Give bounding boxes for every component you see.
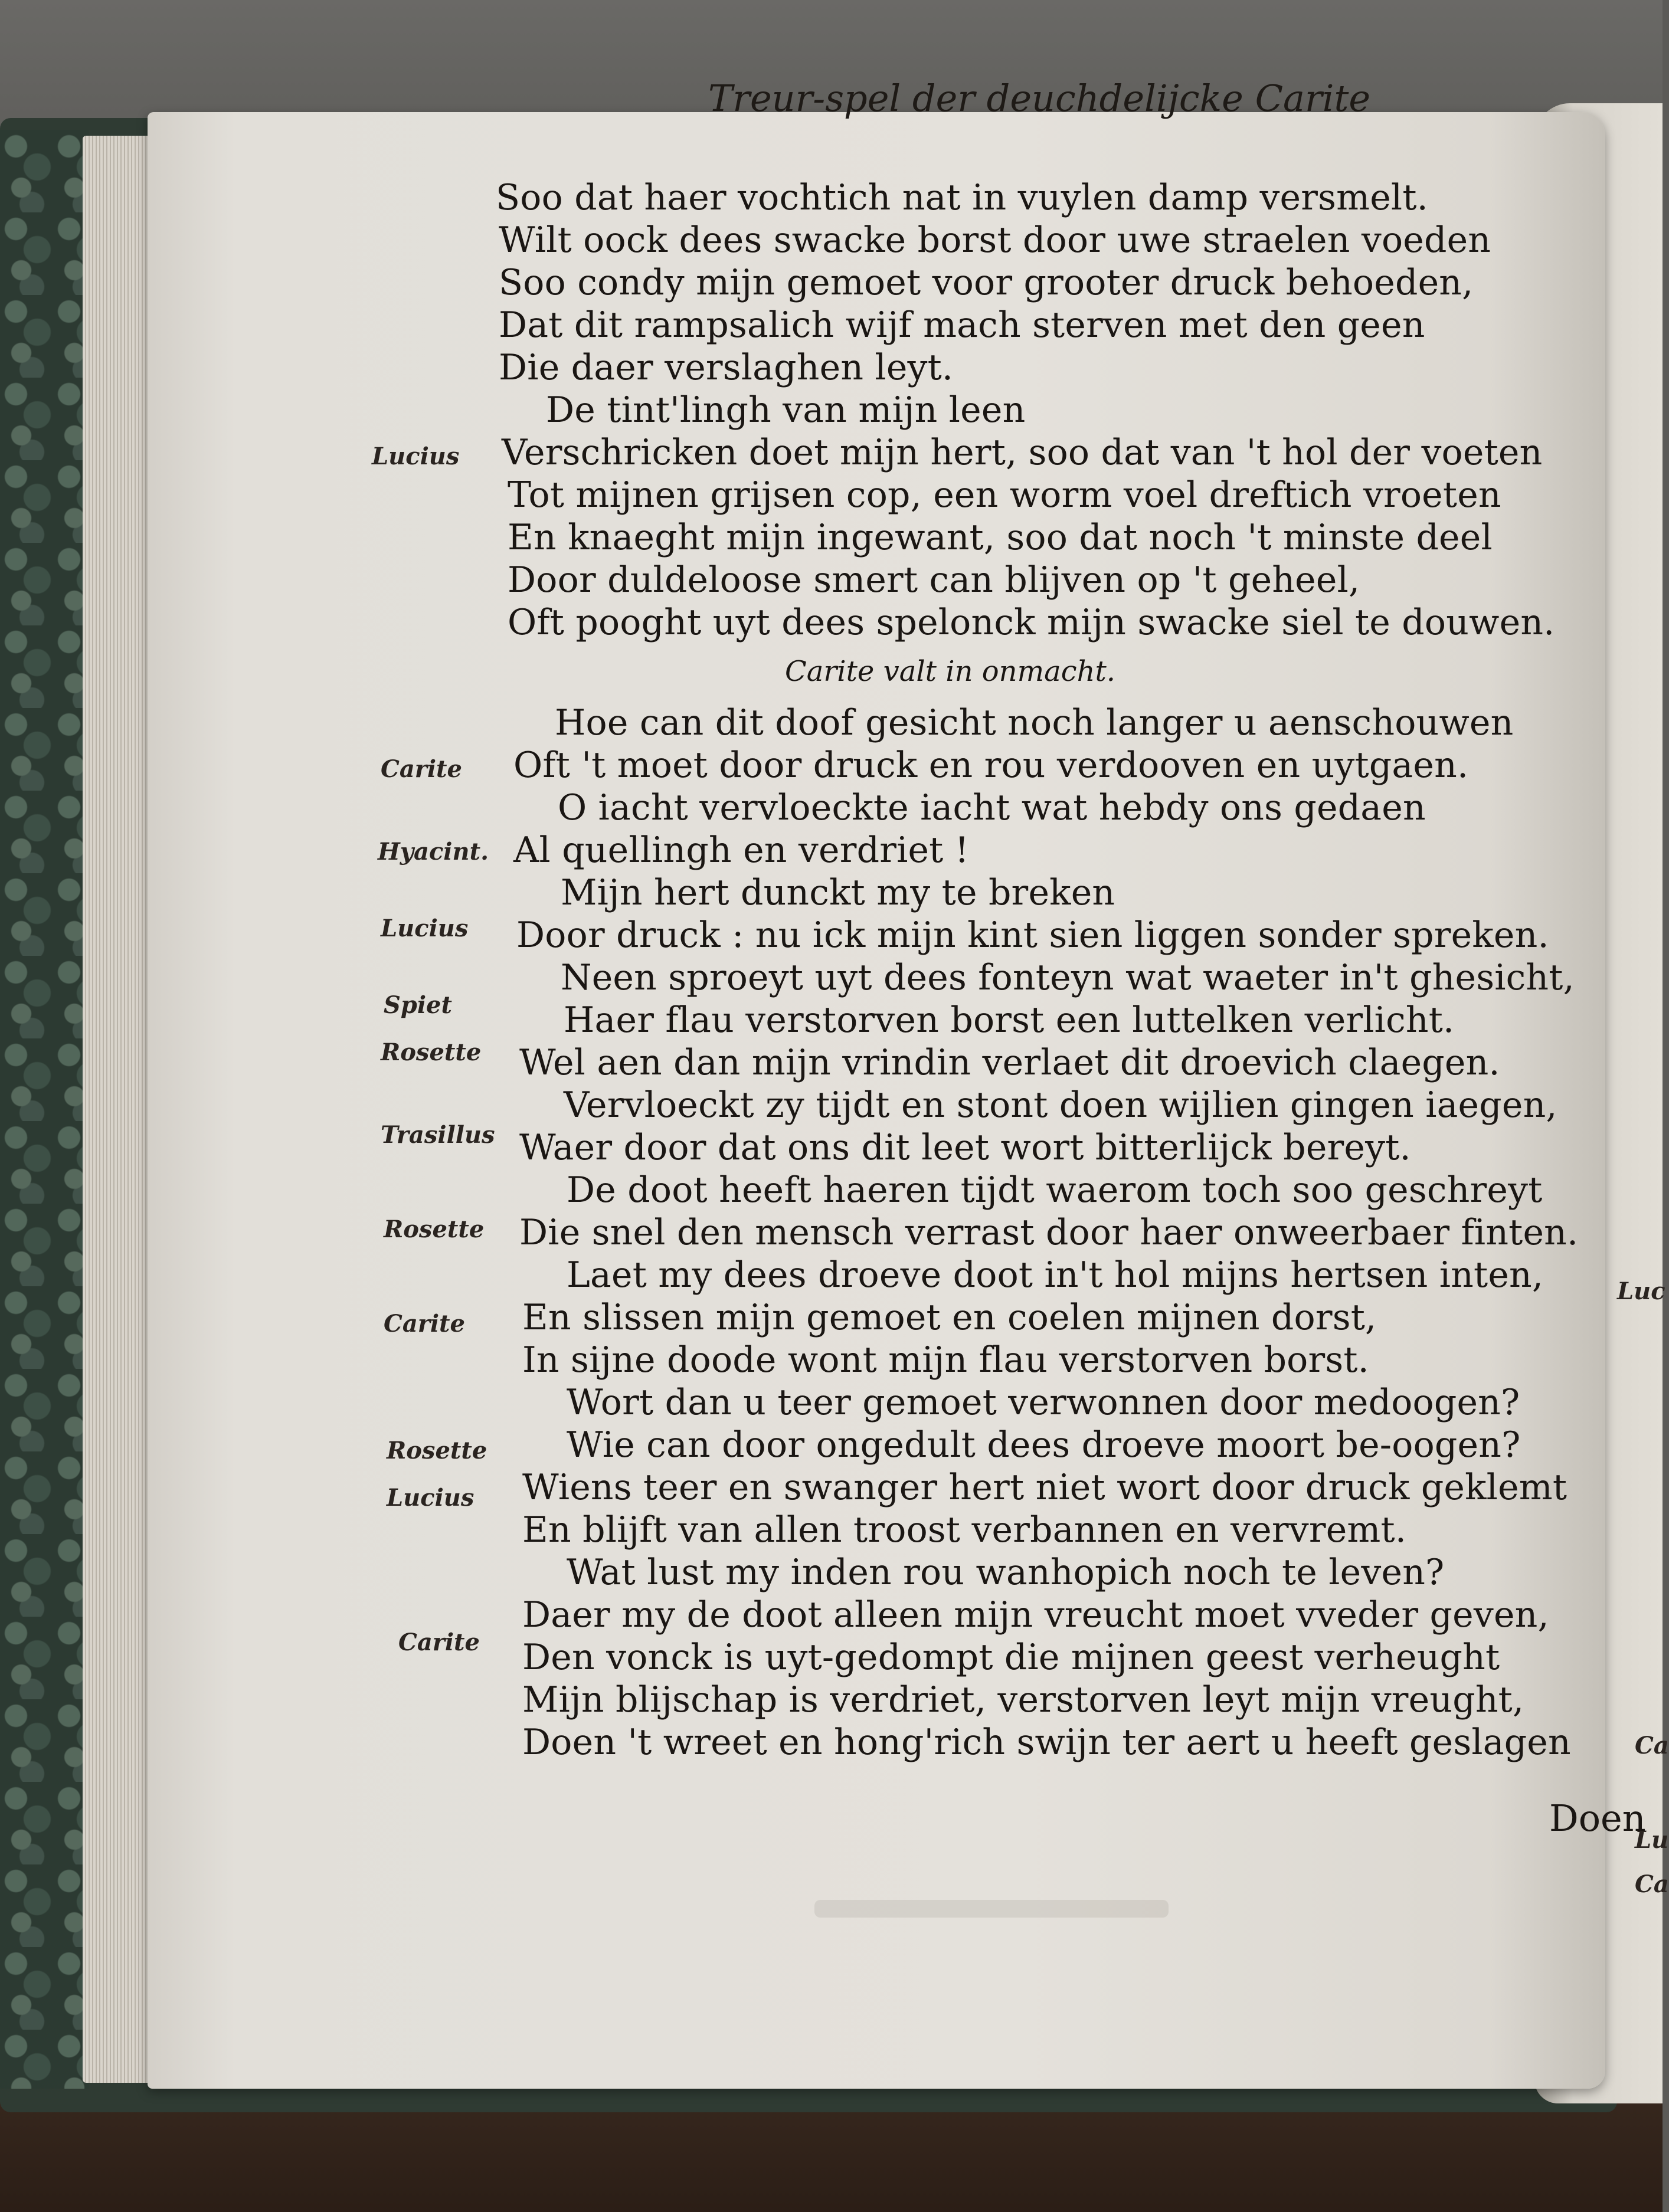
verse-line: In sijne doode wont mijn flau verstorven borst.: [522, 1339, 1369, 1381]
next-page-speaker: Luc: [1617, 1277, 1665, 1305]
verse-line: Mijn hert dunckt my te breken: [561, 872, 1115, 913]
speaker-name: Spiet: [384, 991, 452, 1019]
verse-line: Waer door dat ons dit leet wort bitterlijck bereyt.: [519, 1127, 1411, 1168]
verse-line: Wel aen dan mijn vrindin verlaet dit droevich claegen.: [519, 1042, 1500, 1083]
speaker-name: Rosette: [384, 1215, 485, 1243]
verse-line: Wiens teer en swanger hert niet wort door druck geklemt: [522, 1467, 1567, 1508]
next-page-speaker: Ca: [1635, 1732, 1669, 1759]
verse-line: Oft 't moet door druck en rou verdooven en uytgaen.: [513, 745, 1469, 786]
page-stack: [83, 136, 153, 2083]
marbled-cover-edge: [0, 130, 89, 2089]
speaker-name: Lucius: [381, 915, 469, 942]
verse-line: Wort dan u teer gemoet verwonnen door medoogen?: [567, 1382, 1520, 1423]
show-through-text: [814, 1900, 1169, 1918]
verse-line: Daer my de doot alleen mijn vreucht moet vveder geven,: [522, 1594, 1549, 1636]
verse-line: Wie can door ongedult dees droeve moort be-oogen?: [567, 1424, 1521, 1466]
verse-line: Doen 't wreet en hong'rich swijn ter aert u heeft geslagen: [522, 1722, 1571, 1763]
catchword: Doen: [1549, 1797, 1646, 1840]
verse-line: Verschricken doet mijn hert, soo dat van 't hol der voeten: [502, 432, 1543, 473]
next-page-speaker: Ca: [1635, 1870, 1669, 1898]
verse-line: Vervloeckt zy tijdt en stont doen wijlien gingen iaegen,: [564, 1084, 1557, 1126]
speaker-name: Carite: [398, 1628, 480, 1656]
verse-line: Door duldeloose smert can blijven op 't geheel,: [508, 559, 1360, 601]
speaker-name: Hyacint.: [378, 838, 489, 866]
verse-line: Die snel den mensch verrast door haer onweerbaer finten.: [519, 1212, 1579, 1253]
verse-line: Den vonck is uyt-gedompt die mijnen geest verheught: [522, 1637, 1500, 1678]
verse-line: O iacht vervloeckte iacht wat hebdy ons gedaen: [558, 787, 1426, 828]
verse-line: Soo condy mijn gemoet voor grooter druck behoeden,: [499, 262, 1474, 303]
verse-line: En blijft van allen troost verbannen en vervremt.: [522, 1509, 1407, 1551]
verse-line: Neen sproeyt uyt dees fonteyn wat waeter in't ghesicht,: [561, 957, 1575, 998]
speaker-name: Rosette: [381, 1038, 482, 1066]
speaker-name: Rosette: [387, 1437, 487, 1464]
verse-line: Wat lust my inden rou wanhopich noch te leven?: [567, 1552, 1445, 1593]
verse-line: Al quellingh en verdriet !: [513, 830, 970, 871]
stage-direction: Carite valt in onmacht.: [785, 655, 1116, 688]
verse-line: Laet my dees droeve doot in't hol mijns hertsen inten,: [567, 1254, 1544, 1296]
verse-line: En knaeght mijn ingewant, soo dat noch 't minste deel: [508, 517, 1493, 558]
verse-line: De doot heeft haeren tijdt waerom toch soo geschreyt: [567, 1169, 1543, 1211]
verse-line: De tint'lingh van mijn leen: [546, 389, 1026, 431]
next-page-speaker: Lu: [1635, 1826, 1669, 1854]
verse-line: Die daer verslaghen leyt.: [499, 347, 954, 388]
verse-line: Tot mijnen grijsen cop, een worm voel dreftich vroeten: [508, 474, 1501, 516]
verse-line: Wilt oock dees swacke borst door uwe straelen voeden: [499, 219, 1491, 261]
verse-line: Soo dat haer vochtich nat in vuylen damp versmelt.: [496, 177, 1428, 218]
running-head: Treur-spel der deuchdelijcke Carite: [708, 77, 1371, 120]
verse-line: Hoe can dit doof gesicht noch langer u aenschouwen: [555, 702, 1514, 743]
verse-line: Oft pooght uyt dees spelonck mijn swacke siel te douwen.: [508, 602, 1555, 643]
verse-line: Mijn blijschap is verdriet, verstorven leyt mijn vreught,: [522, 1679, 1524, 1721]
verse-line: Dat dit rampsalich wijf mach sterven met den geen: [499, 304, 1425, 346]
speaker-name: Carite: [381, 755, 462, 783]
speaker-name: Lucius: [387, 1484, 474, 1512]
verse-line: En slissen mijn gemoet en coelen mijnen dorst,: [522, 1297, 1377, 1338]
speaker-name: Trasillus: [381, 1121, 495, 1149]
verse-line: Haer flau verstorven borst een luttelken verlicht.: [564, 1000, 1455, 1041]
verse-line: Door druck : nu ick mijn kint sien liggen sonder spreken.: [516, 915, 1549, 956]
speaker-name: Lucius: [372, 443, 460, 470]
speaker-name: Carite: [384, 1310, 465, 1338]
